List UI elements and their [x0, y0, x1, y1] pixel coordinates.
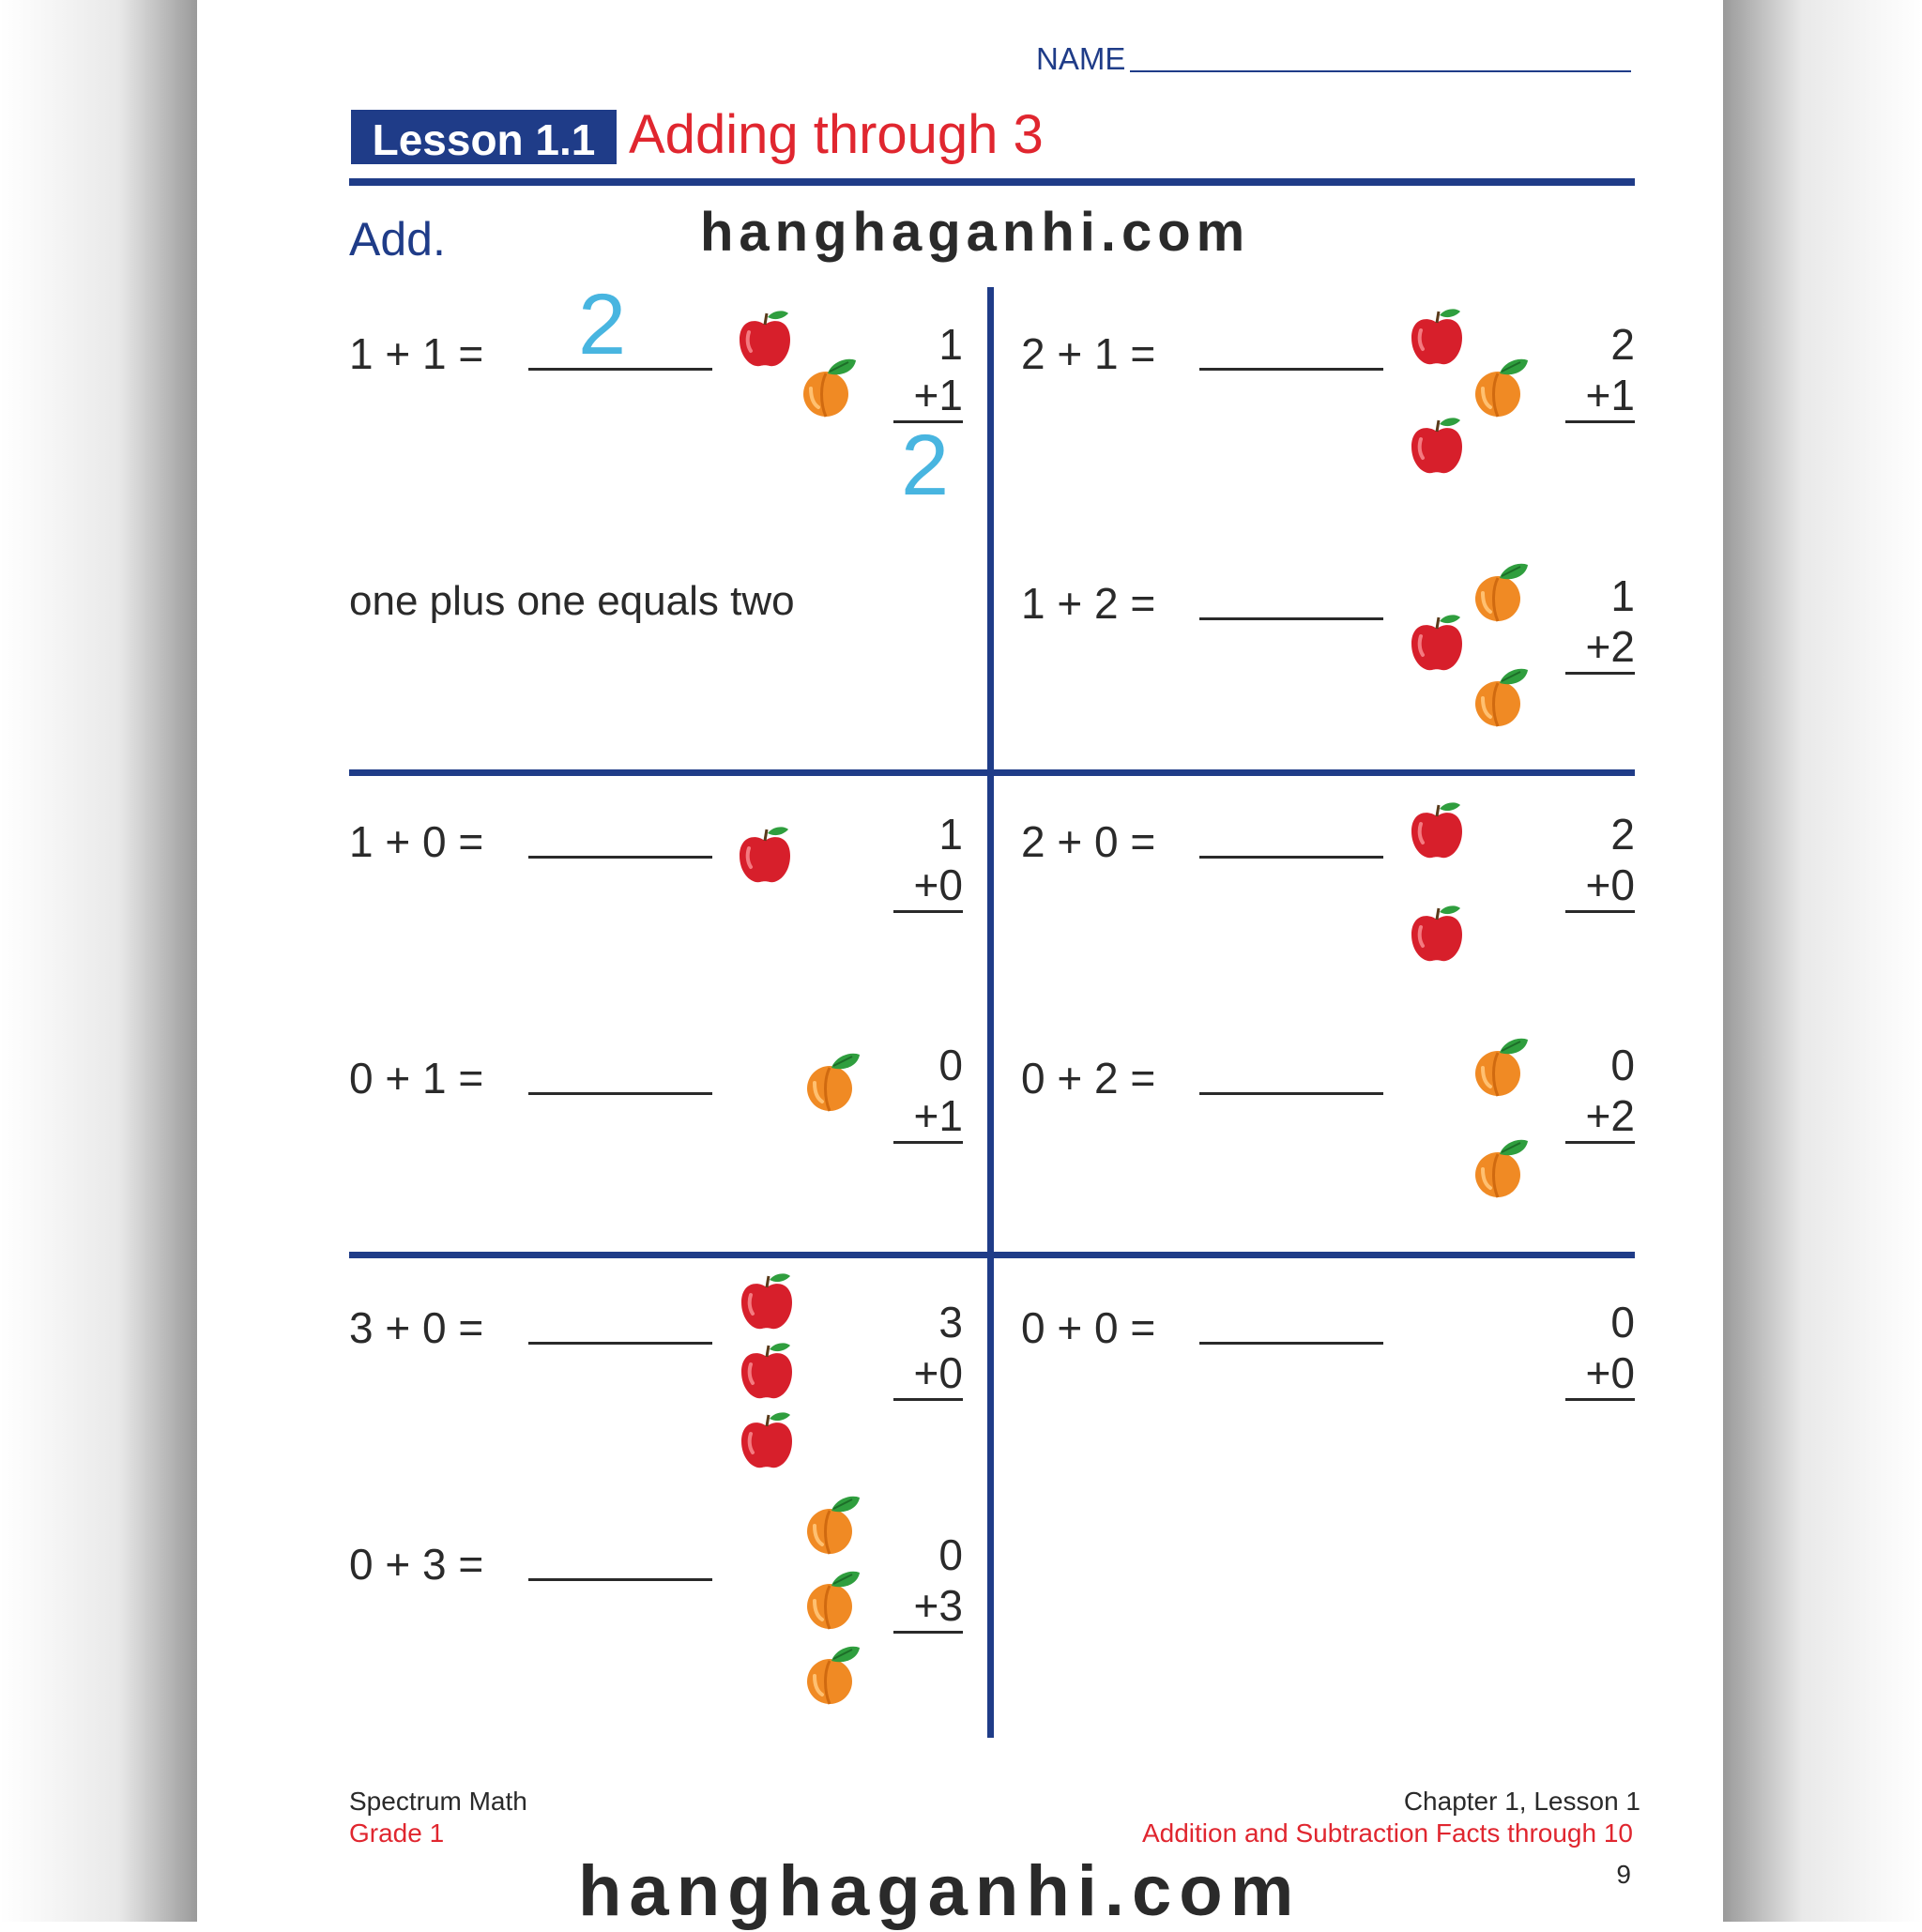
problem-10-answer-blank[interactable]: [528, 1578, 712, 1581]
instruction: Add.: [349, 213, 446, 266]
problem-4-equation: 1 + 0 =: [349, 817, 484, 866]
problem-1-top: 1: [938, 320, 963, 369]
footer-chapter: Chapter 1, Lesson 1: [1403, 1787, 1640, 1816]
apple-icon: [1408, 612, 1466, 674]
problem-5-answer-blank[interactable]: [1199, 856, 1383, 859]
problem-6-bottom: +1: [913, 1091, 963, 1140]
peach-icon: [803, 1569, 862, 1631]
problem-6-equation: 0 + 1 =: [349, 1054, 484, 1103]
problem-3-vertical: [1550, 570, 1635, 675]
problem-3-sum-line: [1565, 672, 1635, 675]
problem-6-answer-blank[interactable]: [528, 1092, 712, 1095]
peach-icon: [1472, 561, 1530, 623]
problem-1-equation: 1 + 1 =: [349, 329, 484, 378]
problem-5-vertical: [1550, 809, 1635, 913]
watermark-bottom: hanghaganhi.com: [578, 1851, 1302, 1931]
problem-4-top: 1: [938, 810, 963, 859]
problem-8-top: 3: [938, 1298, 963, 1346]
peach-icon: [803, 1644, 862, 1706]
footer-grade: Grade 1: [349, 1818, 445, 1848]
problem-6-vertical: [878, 1040, 963, 1144]
page-shadow-left: [0, 0, 197, 1922]
watermark-top: hanghaganhi.com: [700, 202, 1251, 263]
problem-7-sum-line: [1565, 1141, 1635, 1144]
peach-icon: [800, 357, 858, 418]
problem-3-top: 1: [1610, 571, 1635, 620]
problem-10-equation: 0 + 3 =: [349, 1540, 484, 1589]
problem-8-bottom: +0: [913, 1348, 963, 1397]
problem-9-answer-blank[interactable]: [1199, 1342, 1383, 1345]
peach-icon: [1472, 1036, 1530, 1098]
apple-icon: [1408, 415, 1466, 477]
apple-icon: [738, 1409, 796, 1471]
problem-9-equation: 0 + 0 =: [1021, 1303, 1156, 1352]
problem-4-bottom: +0: [913, 860, 963, 909]
problem-8-sum-line: [893, 1398, 963, 1401]
problem-8-vertical: [878, 1297, 963, 1401]
problem-1-bottom: +1: [913, 371, 963, 419]
peach-icon: [1472, 1137, 1530, 1199]
problem-10-sum-line: [893, 1631, 963, 1634]
problem-10-top: 0: [938, 1530, 963, 1579]
peach-icon: [803, 1051, 862, 1113]
problem-1-traced-answer: 2: [578, 277, 627, 373]
peach-icon: [1472, 666, 1530, 728]
problem-3-equation: 1 + 2 =: [1021, 579, 1156, 628]
problem-9-bottom: +0: [1585, 1348, 1635, 1397]
lesson-badge: Lesson 1.1: [351, 110, 617, 164]
problem-4-sum-line: [893, 910, 963, 913]
footer-topic: Addition and Subtraction Facts through 10: [1141, 1818, 1633, 1848]
problem-2-answer-blank[interactable]: [1199, 368, 1383, 371]
lesson-title: Adding through 3: [629, 104, 1044, 165]
grid-horizontal-divider-2: [349, 1252, 1635, 1258]
problem-7-equation: 0 + 2 =: [1021, 1054, 1156, 1103]
problem-7-vertical: [1550, 1040, 1635, 1144]
problem-8-answer-blank[interactable]: [528, 1342, 712, 1345]
apple-icon: [1408, 799, 1466, 861]
problem-5-top: 2: [1610, 810, 1635, 859]
problem-2-equation: 2 + 1 =: [1021, 329, 1156, 378]
footer-book-title: Spectrum Math: [349, 1787, 527, 1816]
problem-1-vertical: [878, 319, 963, 423]
title-rule: [349, 178, 1635, 186]
peach-icon: [803, 1494, 862, 1556]
problem-2-sum-line: [1565, 420, 1635, 423]
problem-3-bottom: +2: [1585, 622, 1635, 671]
problem-10-bottom: +3: [913, 1581, 963, 1630]
problem-5-bottom: +0: [1585, 860, 1635, 909]
apple-icon: [736, 824, 794, 886]
apple-icon: [1408, 903, 1466, 965]
grid-horizontal-divider-1: [349, 769, 1635, 776]
problem-6-sum-line: [893, 1141, 963, 1144]
problem-8-equation: 3 + 0 =: [349, 1303, 484, 1352]
problem-5-sum-line: [1565, 910, 1635, 913]
page-number: 9: [1616, 1860, 1631, 1889]
problem-7-top: 0: [1610, 1041, 1635, 1089]
apple-icon: [736, 308, 794, 370]
problem-3-answer-blank[interactable]: [1199, 617, 1383, 620]
name-label: NAME: [1036, 41, 1126, 76]
peach-icon: [1472, 357, 1530, 418]
problem-7-bottom: +2: [1585, 1091, 1635, 1140]
problem-9-sum-line: [1565, 1398, 1635, 1401]
page-shadow-right: [1723, 0, 1922, 1922]
name-field-line[interactable]: [1130, 70, 1631, 72]
example-phrase: one plus one equals two: [349, 578, 795, 624]
apple-icon: [738, 1270, 796, 1332]
problem-2-vertical: [1550, 319, 1635, 423]
problem-9-top: 0: [1610, 1298, 1635, 1346]
problem-6-top: 0: [938, 1041, 963, 1089]
problem-2-bottom: +1: [1585, 371, 1635, 419]
apple-icon: [1408, 306, 1466, 368]
problem-7-answer-blank[interactable]: [1199, 1092, 1383, 1095]
grid-vertical-divider: [987, 287, 994, 1738]
problem-5-equation: 2 + 0 =: [1021, 817, 1156, 866]
problem-4-answer-blank[interactable]: [528, 856, 712, 859]
problem-9-vertical: [1550, 1297, 1635, 1401]
problem-4-vertical: [878, 809, 963, 913]
problem-1-vertical-traced-answer: 2: [901, 418, 950, 513]
problem-2-top: 2: [1610, 320, 1635, 369]
problem-10-vertical: [878, 1529, 963, 1634]
apple-icon: [738, 1340, 796, 1402]
